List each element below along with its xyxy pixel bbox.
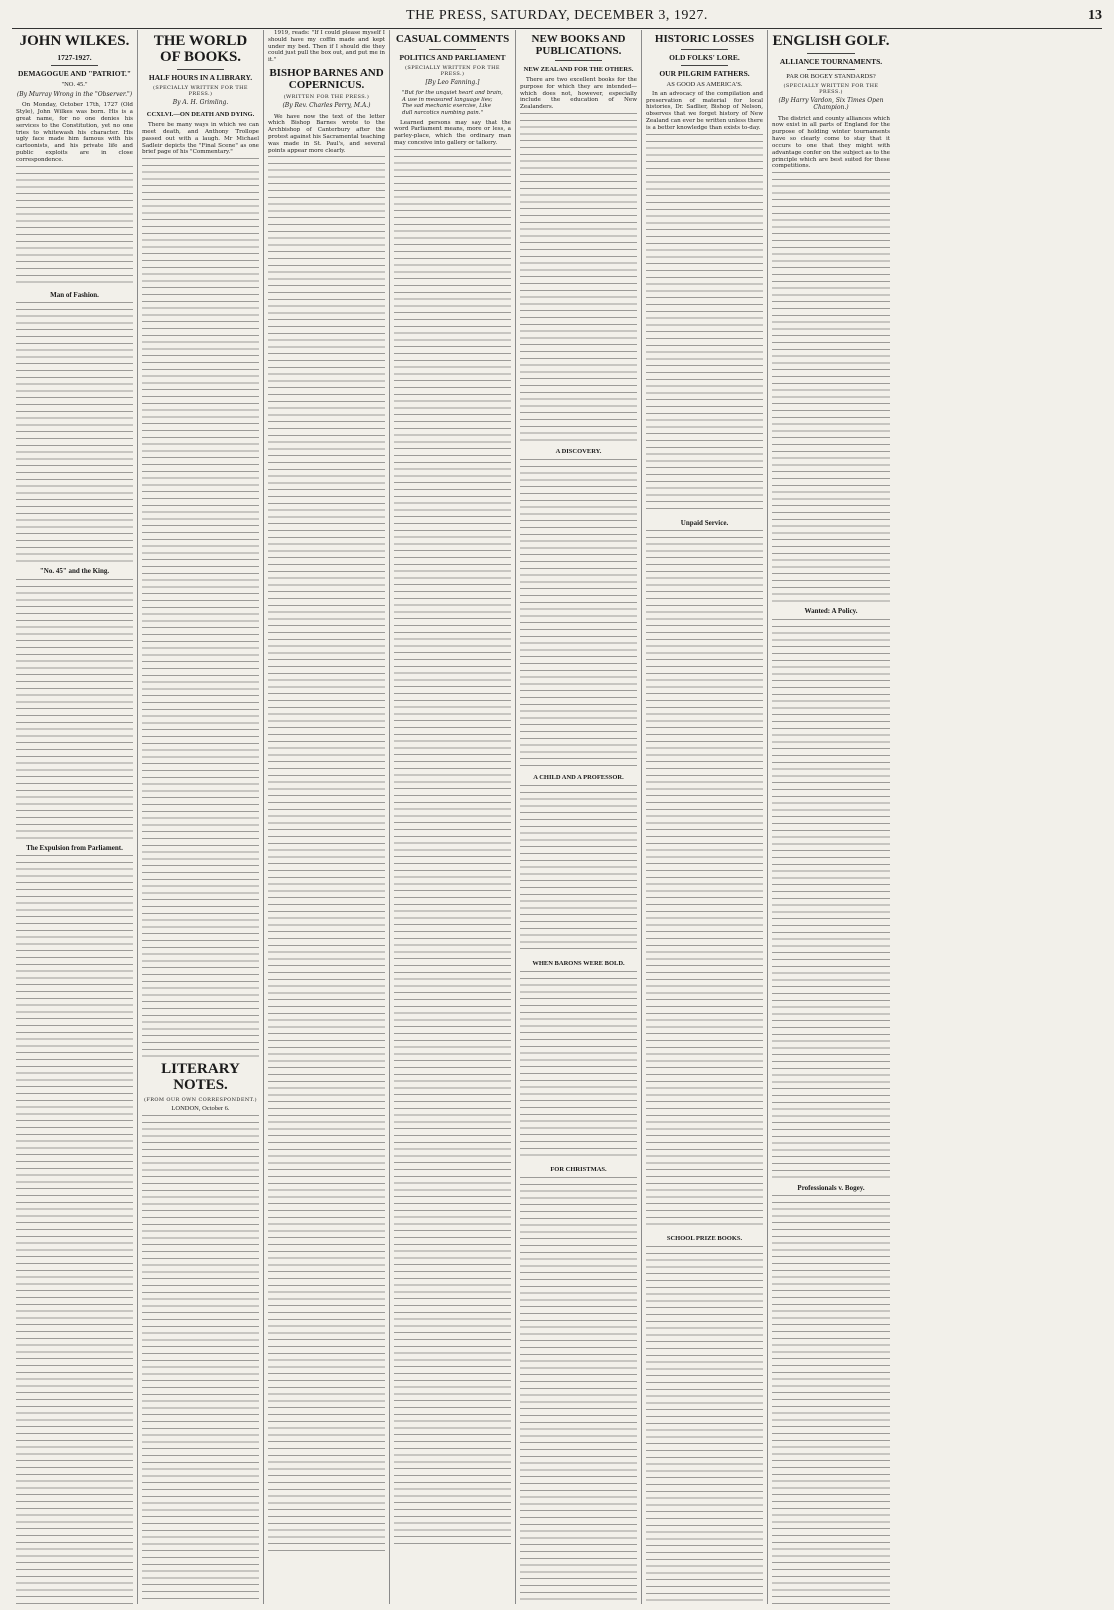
- article-body-text: [520, 971, 637, 1161]
- headline-bishop-barnes: BISHOP BARNES AND COPERNICUS.: [269, 67, 384, 91]
- article-body-text: [646, 530, 763, 1230]
- column-bishop-barnes: [264, 30, 390, 1604]
- article-body-text: [646, 134, 763, 514]
- divider: [807, 53, 854, 54]
- deck-as-good: AS GOOD AS AMERICA'S.: [666, 80, 743, 88]
- headline-historic-losses: HISTORIC LOSSES: [654, 33, 755, 45]
- deck-politics: POLITICS AND PARLIAMENT: [399, 52, 506, 62]
- byline: (By Murray Wrong in the "Observer."): [16, 90, 133, 98]
- deck-half-hours: HALF HOURS IN A LIBRARY.: [148, 72, 253, 82]
- article-lead: Learned persons may say that the word Parliament means, more or less, a parley-place, which the ordinary man may conceive into gallery or talkery.: [394, 119, 511, 146]
- deck-par-bogey: PAR OR BOGEY STANDARDS?: [786, 72, 876, 80]
- article-body-text: [16, 855, 133, 1604]
- masthead: [12, 6, 1102, 29]
- column-new-books: [516, 30, 642, 1604]
- continued-text: 1919, reads: "If I could please myself I should have my coffin made and kept under my bed. Then if I should die they could just pull the box out, and put me in it.": [268, 30, 385, 64]
- deck-number: "NO. 45.": [61, 81, 88, 89]
- article-lead: There are two excellent books for the purpose for which they are intended—which does not, however, especially include the education of New Zealanders.: [520, 77, 637, 111]
- article-body-text: [16, 579, 133, 839]
- subhead-professionals-bogey: Professionals v. Bogey.: [797, 1183, 865, 1192]
- dateline: LONDON, October 6.: [171, 1104, 230, 1112]
- subhead-man-of-fashion: Man of Fashion.: [50, 290, 99, 299]
- article-body-text: [16, 166, 133, 286]
- dates: 1727-1927.: [57, 52, 92, 62]
- section-title: CCXLVI.—ON DEATH AND DYING.: [146, 111, 255, 119]
- divider: [429, 49, 476, 50]
- byline: (By Rev. Charles Perry, M.A.): [282, 102, 371, 110]
- article-body-text: [646, 1246, 763, 1604]
- credit-line: (SPECIALLY WRITTEN FOR THE PRESS.): [783, 82, 879, 95]
- deck-pilgrim-fathers: OUR PILGRIM FATHERS.: [659, 68, 750, 78]
- article-body-text: [268, 156, 385, 1556]
- divider: [555, 60, 602, 61]
- subhead-school-prize-books: SCHOOL PRIZE BOOKS.: [666, 1235, 743, 1243]
- article-body-text: [520, 785, 637, 955]
- article-body-text: [772, 172, 890, 602]
- article-body-text: [772, 1195, 890, 1604]
- divider: [807, 69, 854, 70]
- article-body-text: [520, 459, 637, 769]
- article-body-text: [394, 149, 511, 1549]
- subhead-unpaid-service: Unpaid Service.: [680, 518, 729, 527]
- page-number: 13: [1088, 8, 1102, 23]
- subhead-no-45: "No. 45" and the King.: [39, 567, 110, 576]
- headline-casual-comments: CASUAL COMMENTS: [395, 33, 510, 45]
- article-lead: There be many ways in which we can meet death, and Anthony Trollope passed out with a laugh. Mr Michael Sadleir depicts the "Final Scene" as one brief page of his "Commentary.": [142, 122, 259, 156]
- divider: [177, 69, 224, 70]
- masthead-title: THE PRESS, SATURDAY, DECEMBER 3, 1927.: [406, 8, 708, 23]
- subhead-barons: WHEN BARONS WERE BOLD.: [532, 959, 625, 967]
- subhead-discovery: A DISCOVERY.: [555, 448, 602, 456]
- article-body-text: [520, 1177, 637, 1604]
- credit-line: (WRITTEN FOR THE PRESS.): [283, 94, 370, 101]
- divider: [681, 65, 728, 66]
- credit-line: (FROM OUR OWN CORRESPONDENT.): [143, 1096, 257, 1103]
- article-body-text: [772, 619, 890, 1179]
- article-columns: [12, 30, 1106, 1604]
- column-english-golf: [768, 30, 894, 1604]
- subhead-new-zealand: NEW ZEALAND FOR THE OTHERS.: [523, 66, 634, 74]
- divider: [51, 65, 98, 66]
- credit-line: (SPECIALLY WRITTEN FOR THE PRESS.): [405, 64, 500, 77]
- headline-john-wilkes: JOHN WILKES.: [19, 33, 130, 49]
- article-lead: We have now the text of the letter which Bishop Barnes wrote to the Archbishop of Canterbury after the protest against his Sacramental teaching was made in St. Paul's, and several points appear more clearly.: [268, 113, 385, 154]
- subhead-expulsion: The Expulsion from Parliament.: [26, 843, 123, 852]
- subhead-wanted-policy: Wanted: A Policy.: [804, 607, 858, 616]
- divider: [681, 49, 728, 50]
- article-body-text: [520, 113, 637, 443]
- headline-literary-notes: LITERARY NOTES.: [161, 1061, 240, 1093]
- headline-world-of-books: THE WORLD OF BOOKS.: [153, 33, 248, 65]
- subhead-child-professor: A CHILD AND A PROFESSOR.: [533, 774, 624, 781]
- verse-quote: "But for the unquiet heart and brain, A use in measured language lies; The sad mechanic exercise, Like dull narcotics numbing pain.": [402, 90, 503, 116]
- article-body-text: [16, 302, 133, 562]
- article-lead: On Monday, October 17th, 1727 (Old Style), John Wilkes was born. His is a great name, for no one denies his services to the Constitution, yet no one tries to whitewash his character. His ugly face made him famous with his cartoonists, and his private life and public exploits are in close correspondence.: [16, 102, 133, 163]
- article-body-text: [142, 158, 259, 1058]
- byline: [By Leo Fanning.]: [425, 78, 480, 86]
- byline: (By Harry Vardon, Six Times Open Champion.): [778, 97, 884, 112]
- article-body-text: [142, 1115, 259, 1604]
- deck-old-folks: OLD FOLKS' LORE.: [669, 52, 740, 62]
- article-lead: In an advocacy of the compilation and preservation of material for local histories, Dr. Sadlier, Bishop of Nelson, observes that we forget history of New Zealand can ever be written unless there is a better knowledge than exists to-day.: [646, 90, 763, 131]
- headline-english-golf: ENGLISH GOLF.: [772, 33, 890, 49]
- headline-new-books: NEW BOOKS AND PUBLICATIONS.: [531, 33, 626, 57]
- column-casual-comments: [390, 30, 516, 1604]
- column-john-wilkes: [12, 30, 138, 1604]
- credit-line: (SPECIALLY WRITTEN FOR THE PRESS.): [153, 84, 248, 97]
- subhead-christmas: FOR CHRISTMAS.: [550, 1165, 607, 1173]
- column-historic-losses: [642, 30, 768, 1604]
- column-world-of-books: [138, 30, 264, 1604]
- byline: By A. H. Grimling.: [172, 98, 229, 106]
- deck-demagogue: DEMAGOGUE AND "PATRIOT.": [17, 68, 132, 78]
- article-lead: The district and county alliances which now exist in all parts of England for the purpose of holding winter tournaments have so clearly come to stay that it occurs to one that they might with advantage confer on the subject as to the principle which are best suited for these competitions.: [772, 115, 890, 170]
- deck-alliance: ALLIANCE TOURNAMENTS.: [779, 56, 883, 66]
